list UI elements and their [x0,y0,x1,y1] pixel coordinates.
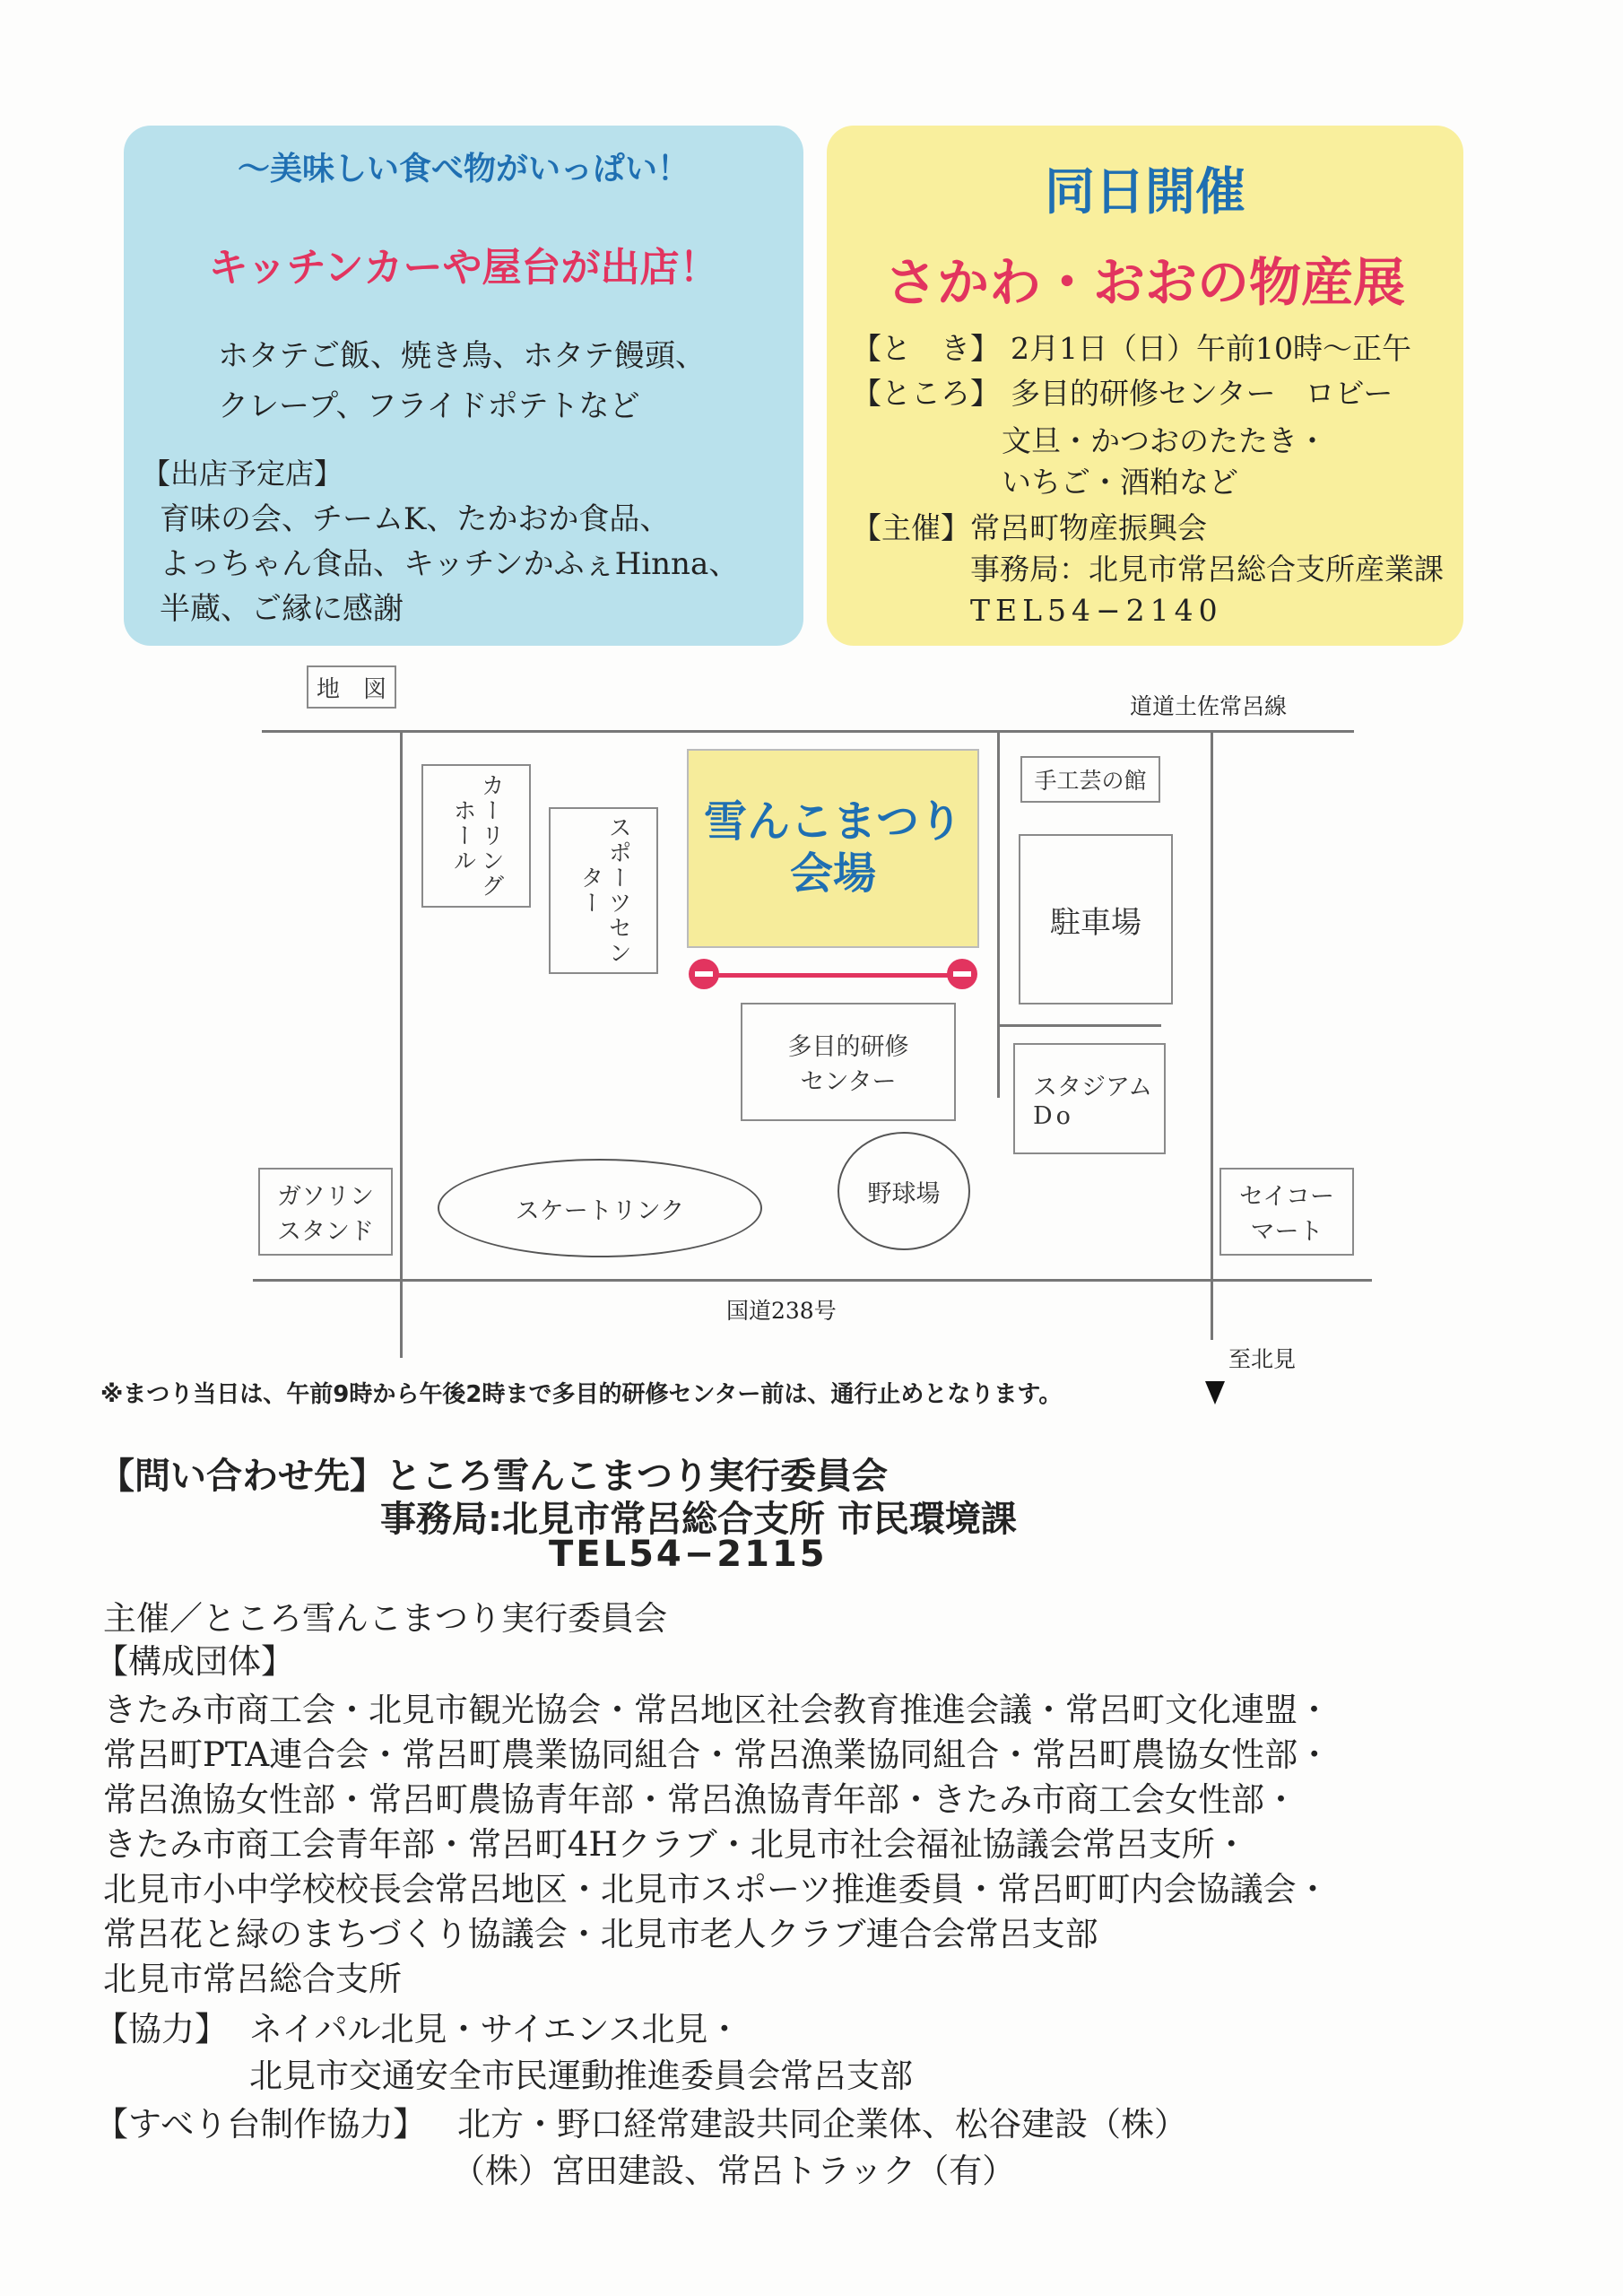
road-top [262,730,1354,733]
host-phone: TEL54−2140 [970,593,1223,628]
food-menu-line: ホタテご飯、焼き鳥、ホタテ饅頭、 [218,338,706,374]
member-line: 北見市小中学校校長会常呂地区・北見市スポーツ推進委員・常呂町町内会協議会・ [103,1870,1330,1909]
skating-rink: スケートリンク [438,1159,762,1257]
stadium-label: スタジアム [1033,1074,1153,1101]
food-headline: キッチンカーや屋台が出店！ [208,245,719,291]
no-entry-icon [689,959,719,989]
map-label: 地 図 [307,665,396,709]
food-subtitle: 〜美味しい食べ物がいっぱい！ [237,151,690,187]
coop-line: 北見市交通安全市民運動推進委員会常呂支部 [249,2057,913,2095]
member-line: 常呂漁協女性部・常呂町農協青年部・常呂漁協青年部・きたみ市商工会女性部・ [103,1780,1298,1819]
crafts-hall: 手工芸の館 [1020,756,1160,803]
gas-station-label: スタンド [277,1218,374,1246]
expo-headline: さかわ・おおの物産展 [884,252,1405,313]
sports-center: スポーツセンター [549,807,658,974]
festival-venue: 雪んこまつり会場 [687,749,979,948]
host-label: 【主催】 [852,510,970,545]
road-left [400,730,403,1358]
venue-map [242,664,1417,1381]
arrow-down-icon [1205,1381,1225,1405]
road-bottom [253,1279,1372,1282]
slide-line: （株）宮田建設、常呂トラック（有） [452,2152,1016,2190]
expo-title: 同日開催 [1045,163,1245,222]
seicomart-label: マート [1250,1218,1324,1246]
vendors-heading: 【出店予定店】 [142,457,343,491]
member-line: 常呂花と緑のまちづくり協議会・北見市老人クラブ連合会常呂支部 [103,1915,1098,1953]
coop-line: ネイパル北見・サイエンス北見・ [249,2010,742,2048]
host-line: 主催／ところ雪んこまつり実行委員会 [103,1599,667,1638]
training-center-label: センター [800,1068,897,1096]
road-closure-line [707,973,959,978]
curling-hall: カーリングホール [421,764,531,908]
road-right [1211,730,1213,1340]
closure-notice: ※まつり当日は、午前9時から午後2時まで多目的研修センター前は、通行止めとなります。 [100,1381,1063,1408]
host-line: 常呂町物産振興会 [970,510,1207,545]
contact-phone: TEL54−2115 [549,1534,828,1575]
product-expo-panel [827,126,1463,646]
direction-label: 至北見 [1228,1346,1297,1372]
road-bottom-label: 国道238号 [726,1298,837,1324]
road-top-label: 道道土佐常呂線 [1130,693,1288,719]
member-line: きたみ市商工会青年部・常呂町4Hクラブ・北見市社会福祉協議会常呂支所・ [103,1825,1248,1864]
gas-station-label: ガソリン [277,1183,374,1211]
parking: 駐車場 [1019,834,1173,1004]
road-parking [1000,1024,1161,1027]
member-line: きたみ市商工会・北見市観光協会・常呂地区社会教育推進会議・常呂町文化連盟・ [103,1691,1331,1729]
when-label: 【と き】 [852,331,1000,366]
training-center [741,1003,956,1121]
where-value: 多目的研修センター ロビー [1011,376,1393,411]
slide-line: 北方・野口経常建設共同企業体、松谷建設（株） [457,2105,1187,2144]
no-entry-icon [947,959,977,989]
coop-label: 【協力】 [95,2010,228,2048]
members-heading: 【構成団体】 [95,1642,294,1681]
gas-station [258,1168,393,1256]
vendor-line: よっちゃん食品、キッチンかふぇHinna、 [160,546,740,582]
road-middle [997,730,1000,1098]
expo-item-line: いちご・酒粕など [1002,465,1238,500]
vendor-line: 半蔵、ご縁に感謝 [160,591,404,627]
stadium-do [1013,1043,1166,1154]
food-menu-line: クレープ、フライドポテトなど [218,388,640,424]
slide-label: 【すべり台制作協力】 [95,2105,427,2144]
where-label: 【ところ】 [852,376,1000,411]
seicomart [1219,1168,1354,1256]
baseball-field: 野球場 [838,1132,970,1250]
training-center-label: 多目的研修 [787,1033,909,1061]
when-value: 2月1日（日）午前10時〜正午 [1011,331,1411,366]
contact-line: 【問い合わせ先】ところ雪んこまつり実行委員会 [99,1456,888,1497]
vendor-line: 育味の会、チームK、たかおか食品、 [160,501,671,537]
contact-office: 事務局:北見市常呂総合支所 市民環境課 [380,1499,1017,1540]
food-stalls-panel [124,126,803,646]
seicomart-label: セイコー [1238,1183,1335,1211]
member-line: 北見市常呂総合支所 [103,1960,402,1998]
expo-item-line: 文旦・かつおのたたき・ [1002,423,1327,458]
stadium-label: Do [1033,1102,1074,1130]
host-line: 事務局：北見市常呂総合支所産業課 [970,552,1444,587]
member-line: 常呂町PTA連合会・常呂町農業協同組合・常呂漁業協同組合・常呂町農協女性部・ [103,1735,1332,1774]
